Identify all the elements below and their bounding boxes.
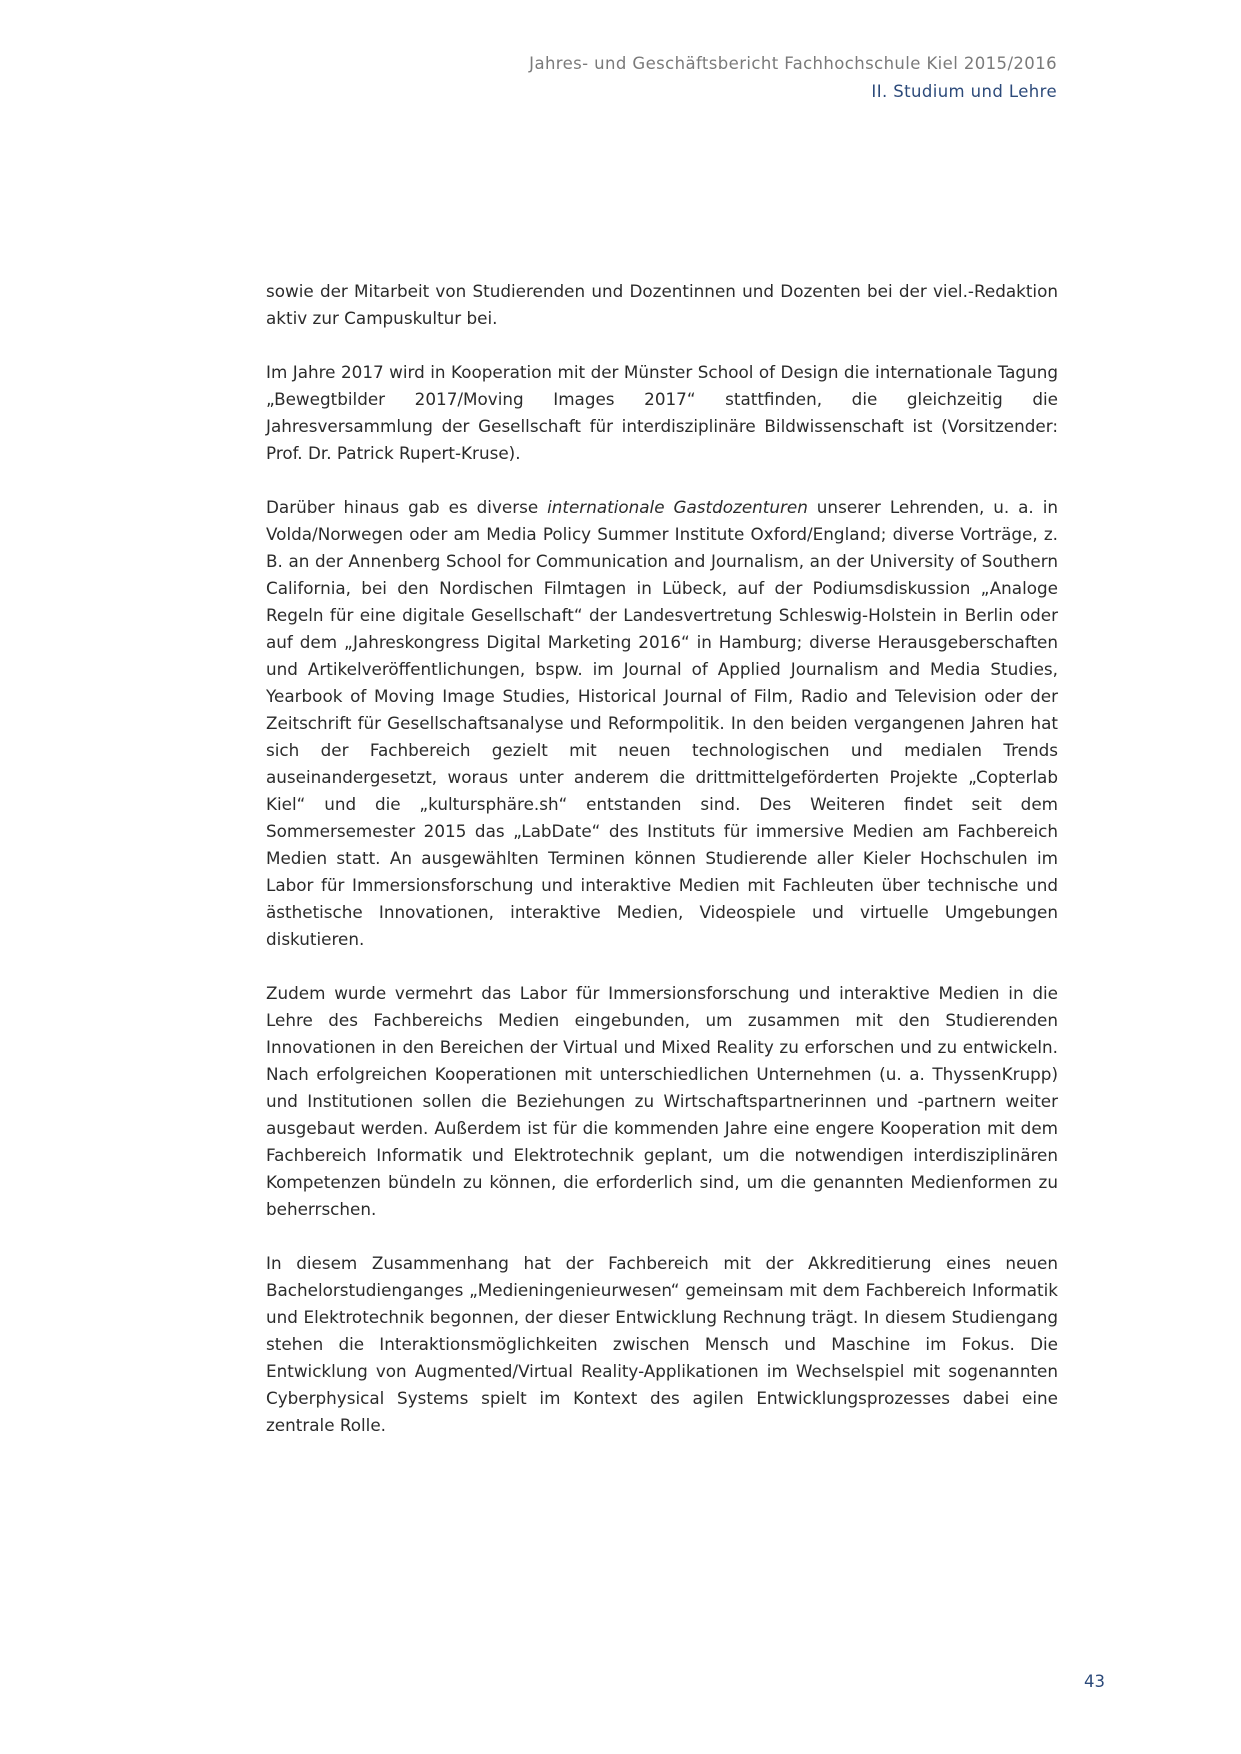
paragraph-text: Darüber hinaus gab es diverse (266, 497, 548, 517)
paragraph: sowie der Mitarbeit von Studierenden und Dozentinnen und Dozenten bei der viel.-Redaktion aktiv zur Campuskultur bei. (266, 281, 1058, 328)
paragraph: In diesem Zusammenhang hat der Fachbereich mit der Akkreditierung eines neuen Bachelorstudienganges „Medieningenieurwesen“ gemeinsam mit dem Fachbereich Informatik und Elektrotechnik begonnen, der dieser Entwicklung Rechnung trägt. In diesem Studiengang stehen die Interaktionsmöglichkeiten zwischen Mensch und Maschine im Fokus. Die Entwicklung von Augmented/Virtual Reality-Applikationen im Wechselspiel mit sogenannten Cyberphysical Systems spielt im Kontext des agilen Entwicklungsprozesses dabei eine zentrale Rolle. (266, 1253, 1058, 1435)
paragraph: Im Jahre 2017 wird in Kooperation mit der Münster School of Design die internationale Tagung „Bewegtbilder 2017/Moving Images 2017“ stattfinden, die gleichzeitig die Jahresversammlung der Gesellschaft für interdisziplinäre Bildwissenschaft ist (Vorsitzender: Prof. Dr. Patrick Rupert-Kruse). (266, 362, 1058, 463)
running-header (529, 52, 1057, 104)
emphasized-term: internationale Gastdozenturen (547, 497, 808, 517)
page-number: 43 (1084, 1672, 1105, 1691)
paragraph-text: unserer Lehrenden, u. a. in Volda/Norwegen oder am Media Policy Summer Institute Oxford/England; diverse Vorträge, z. B. an der Annenberg School for Communication and Journalism, an der University of Southern California, bei den Nordischen Filmtagen in Lübeck, auf der Podiumsdiskussion „Analoge Regeln für eine digitale Gesellschaft“ der Landesvertretung Schleswig-Holstein in Berlin oder auf dem „Jahreskongress Digital Marketing 2016“ in Hamburg; diverse Herausgeberschaften und Artikelveröffentlichungen, bspw. im Journal of Applied Journalism and Media Studies, Yearbook of Moving Image Studies, Historical Journal of Film, Radio and Television oder der Zeitschrift für Gesellschaftsanalyse und Reformpolitik. In den beiden vergangenen Jahren hat sich der Fachbereich gezielt mit neuen technologischen und medialen Trends auseinandergesetzt, woraus unter anderem die drittmittelgeförderten Projekte „Copterlab Kiel“ und die „kultursphäre.sh“ entstanden sind. Des Weiteren findet seit dem Sommersemester 2015 das „LabDate“ des Instituts für immersive Medien am Fachbereich Medien statt. An ausgewählten Terminen können Studierende aller Kieler Hochschulen im Labor für Immersionsforschung und interaktive Medien mit Fachleuten über technische und ästhetische Innovationen, interaktive Medien, Videospiele und virtuelle Umgebungen diskutieren. (266, 497, 1058, 949)
report-title: Jahres- und Geschäftsbericht Fachhochschule Kiel 2015/2016 (529, 54, 1057, 73)
section-title: II. Studium und Lehre (871, 82, 1057, 101)
body-text (266, 278, 1058, 1466)
paragraph (266, 494, 1058, 953)
paragraph: Zudem wurde vermehrt das Labor für Immersionsforschung und interaktive Medien in die Lehre des Fachbereichs Medien eingebunden, um zusammen mit den Studierenden Innovationen in den Bereichen der Virtual und Mixed Reality zu erforschen und zu entwickeln. Nach erfolgreichen Kooperationen mit unterschiedlichen Unternehmen (u. a. ThyssenKrupp) und Institutionen sollen die Beziehungen zu Wirtschaftspartnerinnen und -partnern weiter ausgebaut werden. Außerdem ist für die kommenden Jahre eine engere Kooperation mit dem Fachbereich Informatik und Elektrotechnik geplant, um die notwendigen interdisziplinären Kompetenzen bündeln zu können, die erforderlich sind, um die genannten Medienformen zu beherrschen. (266, 983, 1058, 1219)
